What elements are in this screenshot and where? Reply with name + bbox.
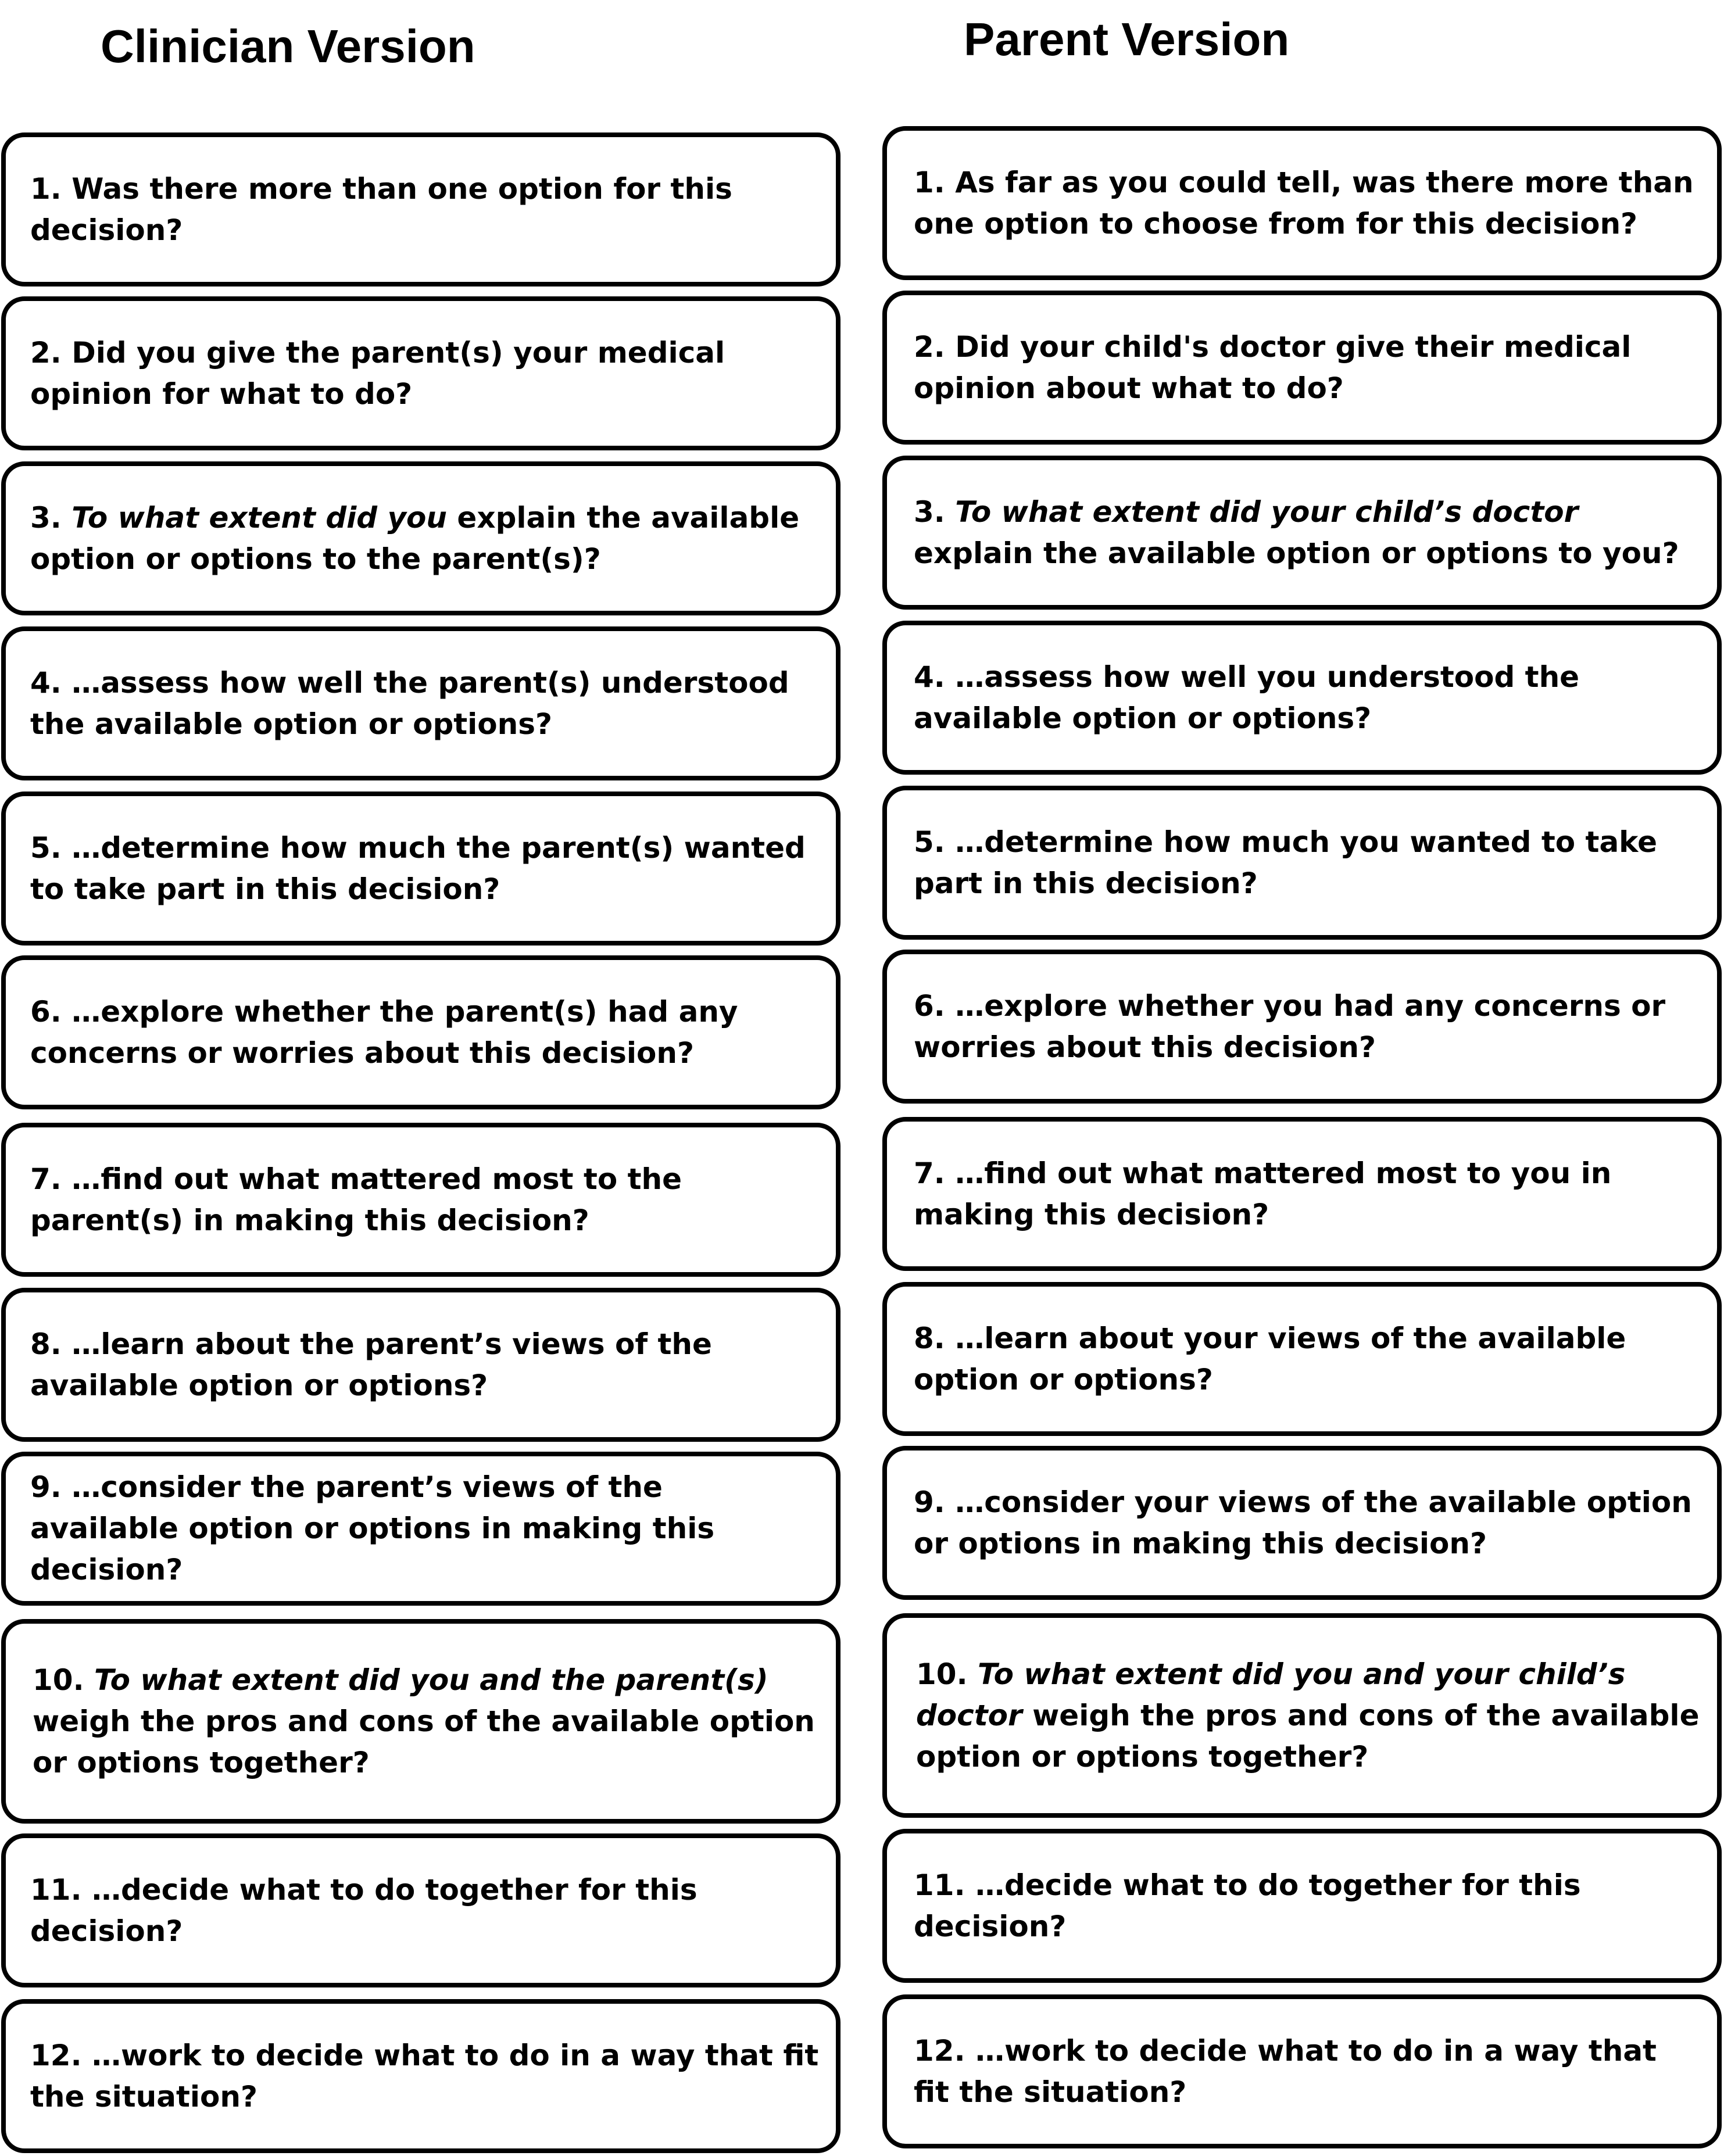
- clinician-item-11: [1, 1833, 840, 1987]
- clinician-item-8: [1, 1288, 840, 1442]
- clinician-item-9: [1, 1452, 840, 1606]
- clinician-item-3-text: [30, 497, 820, 580]
- parent-item-7-text: [911, 1153, 1701, 1235]
- parent-item-9-text-start: 9. …consider your views of the available option or options in making this decision?: [914, 1485, 1692, 1560]
- clinician-item-12-text-start: 12. …work to decide what to do in a way that fit the situation?: [30, 2038, 819, 2114]
- clinician-item-11-text: [30, 1870, 820, 1952]
- clinician-item-3-text-end: explain the available option or options to the parent(s)?: [30, 500, 800, 576]
- clinician-item-5-text: [30, 828, 820, 910]
- parent-item-2: [882, 291, 1722, 445]
- clinician-item-10-text-end: weigh the pros and cons of the available option or options together?: [33, 1704, 815, 1779]
- parent-item-6-text-start: 6. …explore whether you had any concerns or worries about this decision?: [914, 989, 1666, 1064]
- parent-item-6: [882, 950, 1722, 1104]
- clinician-item-4: [1, 626, 840, 780]
- clinician-item-1: [1, 132, 840, 286]
- parent-item-8-text-start: 8. …learn about your views of the available option or options?: [914, 1321, 1626, 1396]
- clinician-item-7-text-start: 7. …find out what mattered most to the parent(s) in making this decision?: [30, 1162, 682, 1237]
- parent-item-2-text-start: 2. Did your child's doctor give their medical opinion about what to do?: [914, 330, 1632, 405]
- parent-item-3-text-start: 3.: [914, 495, 956, 529]
- clinician-item-5: [1, 792, 840, 946]
- parent-item-10-text: [914, 1654, 1701, 1778]
- parent-item-4: [882, 621, 1722, 775]
- clinician-item-12: [1, 1999, 840, 2153]
- parent-item-10-text-italic: To what extent did you and your child’s doctor: [916, 1657, 1626, 1732]
- clinician-item-10-text-start: 10.: [33, 1663, 94, 1697]
- parent-item-3-text-end: explain the available option or options to you?: [914, 536, 1679, 570]
- clinician-item-6-text-start: 6. …explore whether the parent(s) had any concerns or worries about this decision?: [30, 994, 738, 1070]
- parent-item-1-text: [911, 162, 1701, 245]
- parent-item-6-text: [911, 986, 1701, 1068]
- clinician-item-8-text: [30, 1324, 820, 1406]
- parent-item-3-text-italic: To what extent did your child’s doctor: [955, 495, 1579, 529]
- clinician-item-4-text-start: 4. …assess how well the parent(s) understood the available option or options?: [30, 665, 789, 741]
- parent-item-10-text-end: weigh the pros and cons of the available option or options together?: [916, 1698, 1700, 1774]
- clinician-item-1-text: [30, 169, 820, 251]
- clinician-item-12-text: [30, 2035, 820, 2118]
- parent-item-5-text: [911, 822, 1701, 904]
- clinician-item-10-text: [33, 1660, 820, 1783]
- parent-item-4-text-start: 4. …assess how well you understood the available option or options?: [914, 660, 1580, 735]
- clinician-item-3-text-italic: To what extent did you: [71, 500, 448, 535]
- parent-item-1-text-start: 1. As far as you could tell, was there more than one option to choose from for this decision?: [914, 165, 1694, 241]
- clinician-item-9-text-start: 9. …consider the parent’s views of the available option or options in making this decision?: [30, 1470, 715, 1586]
- parent-item-5-text-start: 5. …determine how much you wanted to take part in this decision?: [914, 825, 1658, 900]
- clinician-item-3-text-start: 3.: [30, 500, 72, 535]
- parent-item-5: [882, 786, 1722, 940]
- clinician-item-2-text-start: 2. Did you give the parent(s) your medical opinion for what to do?: [30, 335, 725, 411]
- clinician-item-11-text-start: 11. …decide what to do together for this decision?: [30, 1872, 698, 1948]
- parent-item-9-text: [911, 1482, 1701, 1564]
- parent-item-7: [882, 1117, 1722, 1271]
- parent-item-10: [882, 1613, 1722, 1818]
- clinician-item-4-text: [30, 662, 820, 745]
- parent-item-3: [882, 456, 1722, 610]
- parent-item-12-text-start: 12. …work to decide what to do in a way that fit the situation?: [914, 2033, 1657, 2109]
- parent-version-title: Parent Version: [964, 13, 1290, 65]
- parent-item-10-text-start: 10.: [916, 1657, 978, 1691]
- clinician-item-1-text-start: 1. Was there more than one option for this decision?: [30, 171, 732, 247]
- clinician-item-10: [1, 1619, 840, 1824]
- clinician-item-6-text: [30, 991, 820, 1074]
- parent-item-1: [882, 126, 1722, 280]
- clinician-item-2: [1, 296, 840, 450]
- parent-item-8-text: [911, 1318, 1701, 1401]
- parent-item-12: [882, 1994, 1722, 2148]
- clinician-version-title: Clinician Version: [101, 20, 475, 72]
- parent-item-9: [882, 1446, 1722, 1600]
- clinician-item-5-text-start: 5. …determine how much the parent(s) wanted to take part in this decision?: [30, 830, 806, 906]
- parent-item-3-text: [911, 492, 1701, 574]
- parent-item-12-text: [911, 2030, 1701, 2113]
- parent-item-8: [882, 1282, 1722, 1436]
- clinician-item-6: [1, 955, 840, 1109]
- clinician-item-2-text: [30, 332, 820, 415]
- clinician-item-7: [1, 1123, 840, 1277]
- clinician-item-8-text-start: 8. …learn about the parent’s views of the available option or options?: [30, 1327, 712, 1402]
- parent-item-2-text: [911, 327, 1701, 409]
- parent-item-11-text-start: 11. …decide what to do together for this decision?: [914, 1868, 1581, 1943]
- parent-item-11: [882, 1829, 1722, 1983]
- parent-item-7-text-start: 7. …find out what mattered most to you in making this decision?: [914, 1156, 1612, 1231]
- clinician-item-3: [1, 461, 840, 615]
- clinician-item-10-text-italic: To what extent did you and the parent(s): [94, 1663, 768, 1697]
- parent-item-4-text: [911, 657, 1701, 739]
- clinician-item-7-text: [30, 1159, 820, 1241]
- clinician-item-9-text: [30, 1467, 820, 1591]
- parent-item-11-text: [911, 1865, 1701, 1947]
